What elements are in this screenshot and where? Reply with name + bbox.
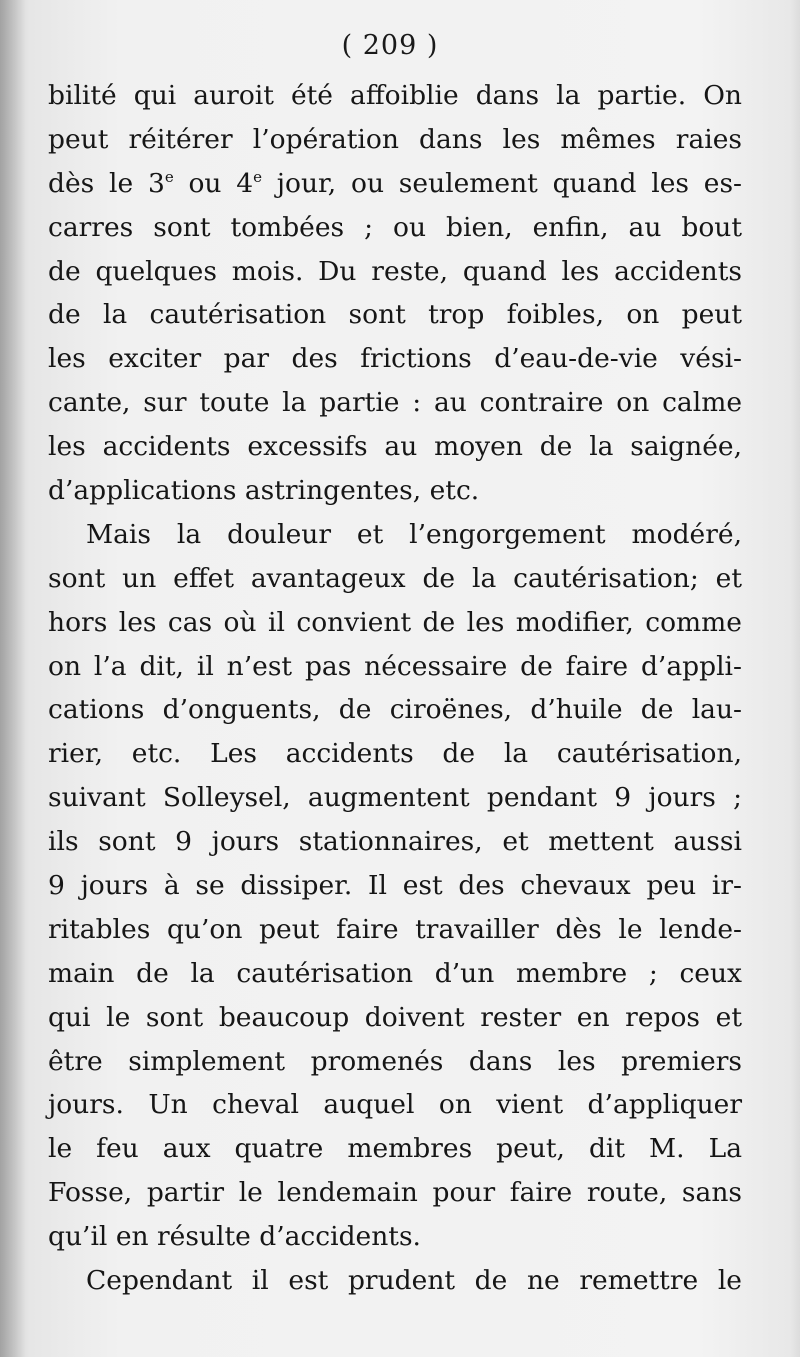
text-line-28: Cependant il est prudent de ne remettre le — [86, 1265, 742, 1297]
page-number: ( 209 ) — [341, 30, 439, 61]
text-line-13: hors les cas où il convient de les modifier, comme — [48, 606, 742, 638]
text-line-25: le feu aux quatre membres peut, dit M. La — [48, 1133, 742, 1165]
text-line-19: 9 jours à se dissiper. Il est des chevaux peu ir- — [48, 870, 742, 902]
text-line-12: sont un effet avantageux de la cautérisation; et — [48, 562, 742, 594]
text-line-27: qu’il en résulte d’accidents. — [48, 1221, 421, 1253]
text-line-24: jours. Un cheval auquel on vient d’appliquer — [48, 1089, 742, 1121]
text-line-14: on l’a dit, il n’est pas nécessaire de faire d’appli- — [48, 650, 742, 682]
text-line-22: qui le sont beaucoup doivent rester en repos et — [48, 1001, 742, 1033]
text-line-11: Mais la douleur et l’engorgement modéré, — [86, 518, 742, 550]
body-text — [48, 74, 742, 1303]
text-line-8: cante, sur toute la partie : au contraire on calme — [48, 387, 742, 419]
text-line-7: les exciter par des frictions d’eau-de-vie vési- — [48, 343, 742, 375]
text-line-2: peut réitérer l’opération dans les mêmes raies — [48, 123, 742, 155]
text-line-3 — [48, 162, 742, 206]
text-line-10: d’applications astringentes, etc. — [48, 475, 480, 507]
text-line-21: main de la cautérisation d’un membre ; ceux — [48, 957, 742, 989]
text-line-16: rier, etc. Les accidents de la cautérisation, — [48, 738, 742, 770]
text-line-3-part-3: jour, ou seulement quand les es- — [262, 167, 742, 199]
text-line-5: de quelques mois. Du reste, quand les accidents — [48, 255, 742, 287]
text-line-20: ritables qu’on peut faire travailler dès le lende- — [48, 913, 742, 945]
text-line-15: cations d’onguents, de ciroënes, d’huile de lau- — [48, 694, 742, 726]
text-line-3-part-2: ou 4 — [173, 167, 254, 199]
text-line-1: bilité qui auroit été affoiblie dans la partie. On — [48, 80, 742, 111]
text-line-4: carres sont tombées ; ou bien, enfin, au bout — [48, 211, 742, 243]
text-line-18: ils sont 9 jours stationnaires, et mettent aussi — [48, 826, 742, 858]
ordinal-superscript-1: e — [164, 167, 174, 186]
text-line-3-part-1: dès le 3 — [48, 167, 165, 199]
text-line-17: suivant Solleysel, augmentent pendant 9 jours ; — [48, 782, 742, 814]
spine-shadow — [0, 0, 26, 1357]
text-line-26: Fosse, partir le lendemain pour faire route, sans — [48, 1177, 742, 1209]
text-line-6: de la cautérisation sont trop foibles, on peut — [48, 299, 742, 331]
text-line-9: les accidents excessifs au moyen de la saignée, — [48, 431, 742, 463]
ordinal-superscript-2: e — [253, 167, 263, 186]
text-line-23: être simplement promenés dans les premiers — [48, 1045, 742, 1077]
